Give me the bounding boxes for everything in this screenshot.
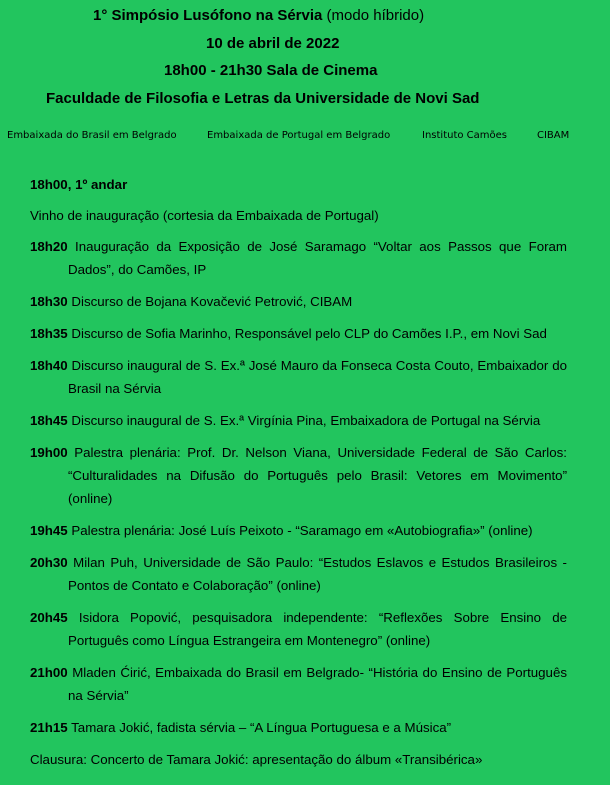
program-text: Mladen Ćirić, Embaixada do Brasil em Belgrado- “História do Ensino de Português na Sérvia” <box>67 665 567 703</box>
program-item <box>30 748 567 771</box>
symposium-time-place: 18h00 - 21h30 Sala de Cinema <box>164 62 378 79</box>
program-item <box>30 606 567 652</box>
program-item <box>30 354 567 400</box>
program-time: 21h15 <box>30 720 68 735</box>
program-time: 18h20 <box>30 239 68 254</box>
program-time: 20h45 <box>30 610 68 625</box>
program-list <box>30 173 567 780</box>
program-text: Discurso de Bojana Kovačević Petrović, CIBAM <box>67 294 353 309</box>
program-time: 21h00 <box>30 665 68 680</box>
program-time: 19h00 <box>30 445 68 460</box>
program-item <box>30 519 567 542</box>
symposium-date: 10 de abril de 2022 <box>206 35 340 52</box>
program-text: Clausura: Concerto de Tamara Jokić: apresentação do álbum «Transibérica» <box>30 752 483 767</box>
program-item <box>30 661 567 707</box>
program-text: Isidora Popović, pesquisadora independente: “Reflexões Sobre Ensino de Português como Língua Estrangeira em Montenegro” (online) <box>67 610 567 648</box>
program-item <box>30 441 567 510</box>
program-time: 18h00, 1º andar <box>30 177 128 192</box>
symposium-faculty: Faculdade de Filosofia e Letras da Universidade de Novi Sad <box>46 90 480 107</box>
program-time: 18h40 <box>30 358 68 373</box>
program-text: Inauguração da Exposição de José Saramago “Voltar aos Passos que Foram Dados”, do Camões, IP <box>67 239 567 277</box>
program-item <box>30 716 567 739</box>
program-text: Palestra plenária: Prof. Dr. Nelson Viana, Universidade Federal de São Carlos: “Culturalidades na Difusão do Português pelo Brasil: Vetores em Movimento” (online) <box>67 445 567 506</box>
program-time: 18h30 <box>30 294 68 309</box>
program-text: Palestra plenária: José Luís Peixoto - “Saramago em «Autobiografia»” (online) <box>67 523 533 538</box>
sponsor-list <box>0 128 610 144</box>
program-time: 19h45 <box>30 523 68 538</box>
program-item <box>30 322 567 345</box>
program-time: 18h45 <box>30 413 68 428</box>
symposium-title-mode: (modo híbrido) <box>326 7 425 24</box>
program-time: 18h35 <box>30 326 68 341</box>
program-item <box>30 173 567 196</box>
program-item <box>30 551 567 597</box>
program-text: Vinho de inauguração (cortesia da Embaixada de Portugal) <box>30 208 379 223</box>
program-item <box>30 290 567 313</box>
sponsor-item: CIBAM <box>537 130 570 141</box>
symposium-title <box>93 7 424 25</box>
program-text: Discurso inaugural de S. Ex.ª Virgínia Pina, Embaixadora de Portugal na Sérvia <box>67 413 541 428</box>
symposium-title-bold: 1° Simpósio Lusófono na Sérvia <box>93 7 323 24</box>
program-time: 20h30 <box>30 555 68 570</box>
program-item <box>30 409 567 432</box>
sponsor-item: Embaixada do Brasil em Belgrado <box>7 130 177 141</box>
program-text: Tamara Jokić, fadista sérvia – “A Língua Portuguesa e a Música” <box>67 720 452 735</box>
program-text: Discurso inaugural de S. Ex.ª José Mauro da Fonseca Costa Couto, Embaixador do Brasil na Sérvia <box>67 358 567 396</box>
program-item <box>30 235 567 281</box>
program-item <box>30 204 567 227</box>
sponsor-item: Instituto Camões <box>422 130 508 141</box>
program-text: Discurso de Sofia Marinho, Responsável pelo CLP do Camões I.P., em Novi Sad <box>67 326 547 341</box>
sponsor-item: Embaixada de Portugal em Belgrado <box>207 130 391 141</box>
program-text: Milan Puh, Universidade de São Paulo: “Estudos Eslavos e Estudos Brasileiros - Pontos de Contato e Colaboração” (online) <box>67 555 567 593</box>
